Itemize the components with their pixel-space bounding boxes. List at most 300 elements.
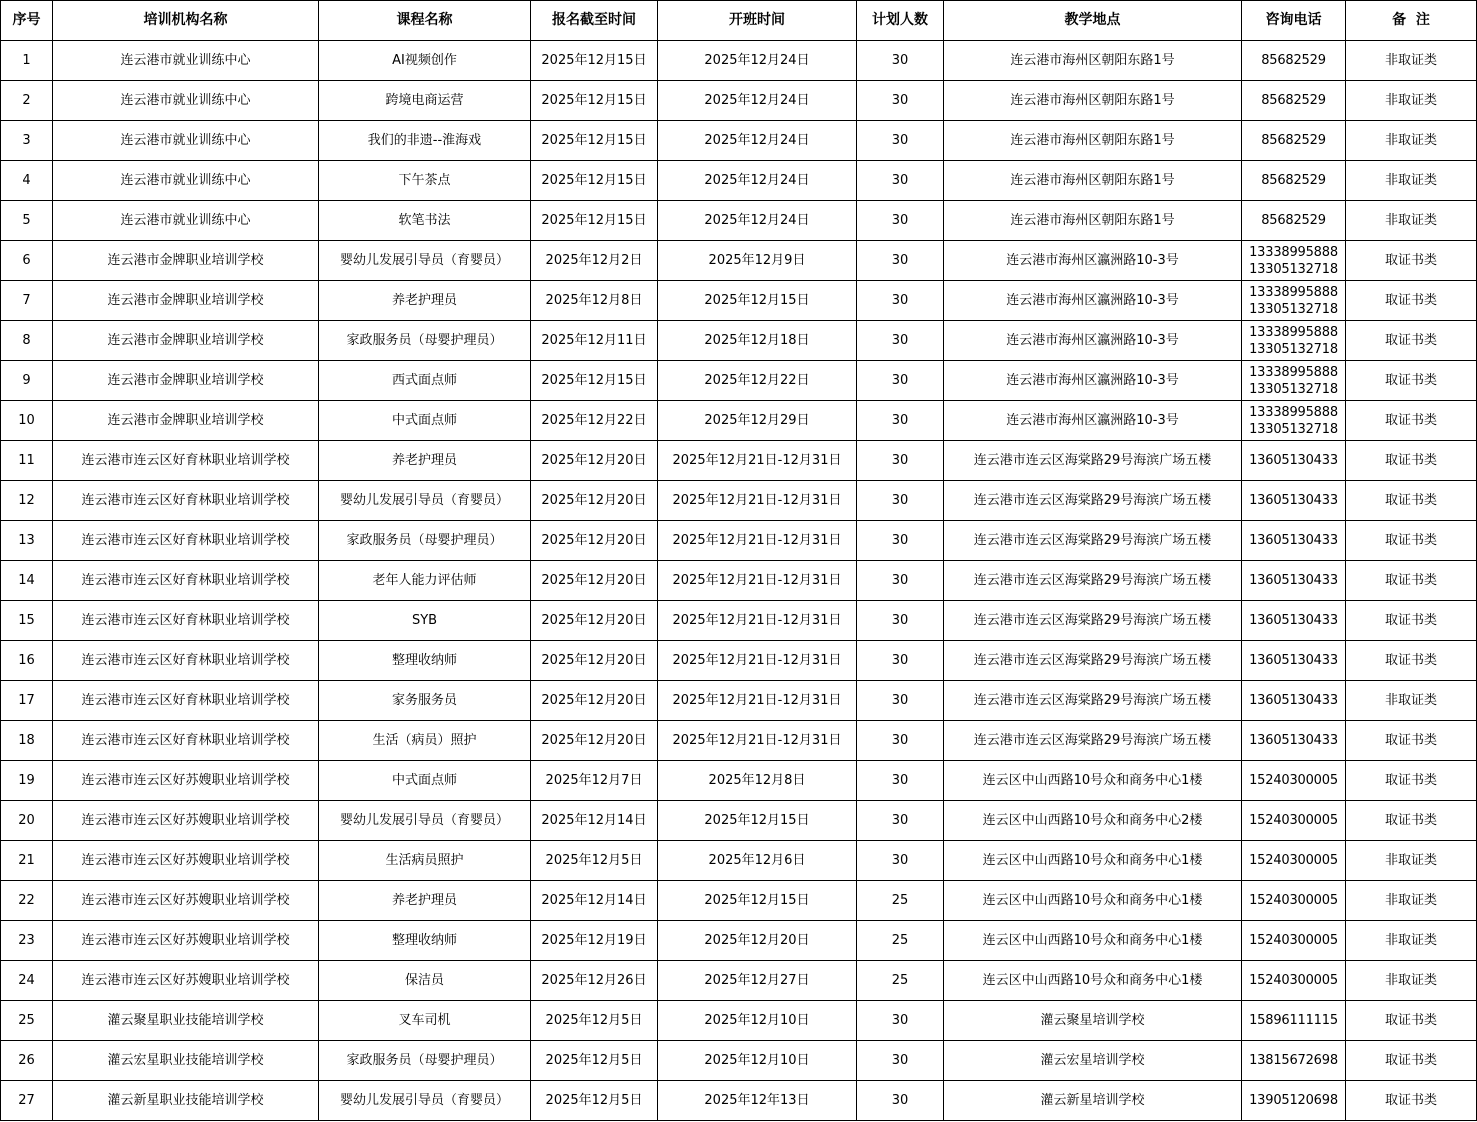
phone-number: 13605130433 — [1249, 733, 1338, 748]
deadline-cell: 2025年12月20日 — [531, 561, 658, 601]
location-cell: 连云港市海州区朝阳东路1号 — [944, 121, 1242, 161]
serial-no-cell: 1 — [1, 41, 53, 81]
institution-cell: 连云港市连云区好苏嫂职业培训学校 — [53, 881, 319, 921]
institution-cell: 灌云聚星职业技能培训学校 — [53, 1001, 319, 1041]
location-cell: 连云区中山西路10号众和商务中心2楼 — [944, 801, 1242, 841]
start-date-cell: 2025年12月21日-12月31日 — [658, 641, 857, 681]
location-cell: 连云港市连云区海棠路29号海滨广场五楼 — [944, 681, 1242, 721]
institution-cell: 连云港市金牌职业培训学校 — [53, 401, 319, 441]
planned-count-cell: 30 — [857, 81, 944, 121]
note-cell: 取证书类 — [1346, 1001, 1477, 1041]
planned-count-cell: 30 — [857, 201, 944, 241]
institution-cell: 连云港市连云区好育林职业培训学校 — [53, 561, 319, 601]
location-cell: 连云港市连云区海棠路29号海滨广场五楼 — [944, 601, 1242, 641]
serial-no-cell: 5 — [1, 201, 53, 241]
institution-cell: 连云港市连云区好苏嫂职业培训学校 — [53, 841, 319, 881]
phone-number: 15240300005 — [1249, 893, 1338, 908]
course-cell: 家政服务员（母婴护理员） — [319, 521, 531, 561]
location-cell: 连云港市海州区瀛洲路10-3号 — [944, 361, 1242, 401]
location-cell: 连云港市海州区朝阳东路1号 — [944, 81, 1242, 121]
phone-cell — [1242, 881, 1346, 921]
location-cell: 灌云宏星培训学校 — [944, 1041, 1242, 1081]
deadline-cell: 2025年12月8日 — [531, 281, 658, 321]
serial-no-cell: 20 — [1, 801, 53, 841]
start-date-cell: 2025年12月10日 — [658, 1041, 857, 1081]
institution-cell: 连云港市金牌职业培训学校 — [53, 281, 319, 321]
location-cell: 连云港市连云区海棠路29号海滨广场五楼 — [944, 481, 1242, 521]
note-cell: 非取证类 — [1346, 201, 1477, 241]
note-cell: 非取证类 — [1346, 881, 1477, 921]
planned-count-cell: 30 — [857, 41, 944, 81]
phone-cell — [1242, 641, 1346, 681]
table-row — [1, 561, 1477, 601]
deadline-cell: 2025年12月15日 — [531, 41, 658, 81]
phone-cell — [1242, 521, 1346, 561]
deadline-cell: 2025年12月14日 — [531, 801, 658, 841]
location-cell: 连云港市海州区朝阳东路1号 — [944, 41, 1242, 81]
serial-no-cell: 19 — [1, 761, 53, 801]
table-row — [1, 801, 1477, 841]
start-date-cell: 2025年12月8日 — [658, 761, 857, 801]
planned-count-cell: 30 — [857, 801, 944, 841]
note-cell: 取证书类 — [1346, 721, 1477, 761]
planned-count-cell: 30 — [857, 241, 944, 281]
phone-cell — [1242, 841, 1346, 881]
start-date-cell: 2025年12月9日 — [658, 241, 857, 281]
note-cell: 取证书类 — [1346, 761, 1477, 801]
start-date-cell: 2025年12月15日 — [658, 281, 857, 321]
serial-no-cell: 6 — [1, 241, 53, 281]
note-cell: 取证书类 — [1346, 321, 1477, 361]
planned-count-cell: 30 — [857, 1001, 944, 1041]
planned-count-cell: 30 — [857, 841, 944, 881]
table-row — [1, 321, 1477, 361]
deadline-cell: 2025年12月14日 — [531, 881, 658, 921]
header-deadline: 报名截至时间 — [531, 1, 658, 41]
phone-number: 13605130433 — [1249, 693, 1338, 708]
start-date-cell: 2025年12月6日 — [658, 841, 857, 881]
deadline-cell: 2025年12月20日 — [531, 481, 658, 521]
note-cell: 非取证类 — [1346, 961, 1477, 1001]
start-date-cell: 2025年12月20日 — [658, 921, 857, 961]
deadline-cell: 2025年12月26日 — [531, 961, 658, 1001]
phone-number: 13338995888 — [1249, 244, 1338, 260]
course-cell: 婴幼儿发展引导员（育婴员） — [319, 801, 531, 841]
phone-number: 15240300005 — [1249, 813, 1338, 828]
phone-number: 13305132718 — [1249, 261, 1338, 277]
location-cell: 连云港市海州区瀛洲路10-3号 — [944, 281, 1242, 321]
table-row — [1, 401, 1477, 441]
note-cell: 非取证类 — [1346, 921, 1477, 961]
start-date-cell: 2025年12月21日-12月31日 — [658, 601, 857, 641]
phone-number: 13338995888 — [1249, 284, 1338, 300]
table-row — [1, 521, 1477, 561]
phone-number: 13305132718 — [1249, 421, 1338, 437]
course-cell: 下午茶点 — [319, 161, 531, 201]
phone-number: 13605130433 — [1249, 493, 1338, 508]
location-cell: 连云区中山西路10号众和商务中心1楼 — [944, 761, 1242, 801]
location-cell: 连云区中山西路10号众和商务中心1楼 — [944, 841, 1242, 881]
location-cell: 连云港市海州区朝阳东路1号 — [944, 201, 1242, 241]
start-date-cell: 2025年12月21日-12月31日 — [658, 481, 857, 521]
phone-number: 13815672698 — [1249, 1053, 1338, 1068]
phone-number: 13605130433 — [1249, 573, 1338, 588]
start-date-cell: 2025年12月24日 — [658, 41, 857, 81]
deadline-cell: 2025年12月5日 — [531, 841, 658, 881]
course-cell: 家务服务员 — [319, 681, 531, 721]
location-cell: 连云港市连云区海棠路29号海滨广场五楼 — [944, 441, 1242, 481]
course-cell: 西式面点师 — [319, 361, 531, 401]
header-phone: 咨询电话 — [1242, 1, 1346, 41]
deadline-cell: 2025年12月11日 — [531, 321, 658, 361]
start-date-cell: 2025年12月21日-12月31日 — [658, 441, 857, 481]
note-cell: 取证书类 — [1346, 241, 1477, 281]
phone-number: 13305132718 — [1249, 301, 1338, 317]
serial-no-cell: 8 — [1, 321, 53, 361]
phone-cell — [1242, 361, 1346, 401]
serial-no-cell: 12 — [1, 481, 53, 521]
deadline-cell: 2025年12月5日 — [531, 1001, 658, 1041]
deadline-cell: 2025年12月20日 — [531, 601, 658, 641]
location-cell: 连云港市海州区瀛洲路10-3号 — [944, 321, 1242, 361]
phone-number: 13338995888 — [1249, 404, 1338, 420]
course-cell: 养老护理员 — [319, 441, 531, 481]
planned-count-cell: 30 — [857, 721, 944, 761]
table-row — [1, 281, 1477, 321]
course-cell: 软笔书法 — [319, 201, 531, 241]
course-cell: SYB — [319, 601, 531, 641]
course-cell: 整理收纳师 — [319, 641, 531, 681]
note-cell: 非取证类 — [1346, 841, 1477, 881]
note-cell: 取证书类 — [1346, 361, 1477, 401]
planned-count-cell: 30 — [857, 601, 944, 641]
start-date-cell: 2025年12月24日 — [658, 81, 857, 121]
header-planned-count: 计划人数 — [857, 1, 944, 41]
location-cell: 连云港市连云区海棠路29号海滨广场五楼 — [944, 561, 1242, 601]
course-cell: 我们的非遗--淮海戏 — [319, 121, 531, 161]
course-cell: 整理收纳师 — [319, 921, 531, 961]
phone-number: 13605130433 — [1249, 453, 1338, 468]
location-cell: 连云区中山西路10号众和商务中心1楼 — [944, 961, 1242, 1001]
phone-cell — [1242, 201, 1346, 241]
start-date-cell: 2025年12月18日 — [658, 321, 857, 361]
location-cell: 连云港市海州区瀛洲路10-3号 — [944, 401, 1242, 441]
institution-cell: 连云港市就业训练中心 — [53, 161, 319, 201]
course-cell: 养老护理员 — [319, 281, 531, 321]
note-cell: 取证书类 — [1346, 521, 1477, 561]
phone-number: 15896111115 — [1249, 1013, 1338, 1028]
course-cell: 保洁员 — [319, 961, 531, 1001]
institution-cell: 连云港市连云区好育林职业培训学校 — [53, 481, 319, 521]
phone-cell — [1242, 1001, 1346, 1041]
course-cell: 婴幼儿发展引导员（育婴员） — [319, 481, 531, 521]
deadline-cell: 2025年12月20日 — [531, 641, 658, 681]
serial-no-cell: 15 — [1, 601, 53, 641]
phone-number: 85682529 — [1261, 93, 1326, 108]
phone-cell — [1242, 81, 1346, 121]
phone-cell — [1242, 561, 1346, 601]
planned-count-cell: 30 — [857, 161, 944, 201]
planned-count-cell: 25 — [857, 881, 944, 921]
deadline-cell: 2025年12月7日 — [531, 761, 658, 801]
phone-cell — [1242, 281, 1346, 321]
serial-no-cell: 3 — [1, 121, 53, 161]
table-row — [1, 681, 1477, 721]
serial-no-cell: 13 — [1, 521, 53, 561]
phone-cell — [1242, 161, 1346, 201]
note-cell: 取证书类 — [1346, 1041, 1477, 1081]
institution-cell: 连云港市金牌职业培训学校 — [53, 241, 319, 281]
phone-cell — [1242, 681, 1346, 721]
institution-cell: 连云港市连云区好育林职业培训学校 — [53, 721, 319, 761]
course-cell: 婴幼儿发展引导员（育婴员） — [319, 241, 531, 281]
institution-cell: 连云港市金牌职业培训学校 — [53, 321, 319, 361]
phone-number: 13338995888 — [1249, 324, 1338, 340]
phone-number: 85682529 — [1261, 53, 1326, 68]
phone-cell — [1242, 761, 1346, 801]
table-row — [1, 761, 1477, 801]
deadline-cell: 2025年12月15日 — [531, 201, 658, 241]
location-cell: 连云区中山西路10号众和商务中心1楼 — [944, 921, 1242, 961]
location-cell: 连云港市海州区瀛洲路10-3号 — [944, 241, 1242, 281]
institution-cell: 连云港市连云区好育林职业培训学校 — [53, 521, 319, 561]
start-date-cell: 2025年12月24日 — [658, 201, 857, 241]
location-cell: 灌云聚星培训学校 — [944, 1001, 1242, 1041]
phone-number: 13605130433 — [1249, 613, 1338, 628]
phone-number: 85682529 — [1261, 133, 1326, 148]
phone-cell — [1242, 961, 1346, 1001]
header-start-date: 开班时间 — [658, 1, 857, 41]
phone-number: 15240300005 — [1249, 973, 1338, 988]
institution-cell: 灌云宏星职业技能培训学校 — [53, 1041, 319, 1081]
course-cell: 叉车司机 — [319, 1001, 531, 1041]
phone-cell — [1242, 601, 1346, 641]
phone-cell — [1242, 401, 1346, 441]
planned-count-cell: 30 — [857, 521, 944, 561]
institution-cell: 连云港市连云区好育林职业培训学校 — [53, 441, 319, 481]
serial-no-cell: 14 — [1, 561, 53, 601]
phone-cell — [1242, 1081, 1346, 1121]
course-cell: AI视频创作 — [319, 41, 531, 81]
deadline-cell: 2025年12月22日 — [531, 401, 658, 441]
deadline-cell: 2025年12月20日 — [531, 681, 658, 721]
institution-cell: 连云港市连云区好苏嫂职业培训学校 — [53, 921, 319, 961]
course-cell: 家政服务员（母婴护理员） — [319, 321, 531, 361]
institution-cell: 连云港市连云区好育林职业培训学校 — [53, 681, 319, 721]
table-body — [1, 41, 1477, 1121]
phone-number: 13305132718 — [1249, 381, 1338, 397]
phone-cell — [1242, 241, 1346, 281]
planned-count-cell: 30 — [857, 681, 944, 721]
deadline-cell: 2025年12月19日 — [531, 921, 658, 961]
planned-count-cell: 30 — [857, 121, 944, 161]
institution-cell: 连云港市连云区好育林职业培训学校 — [53, 641, 319, 681]
note-cell: 取证书类 — [1346, 801, 1477, 841]
note-cell: 取证书类 — [1346, 601, 1477, 641]
deadline-cell: 2025年12月5日 — [531, 1081, 658, 1121]
phone-cell — [1242, 41, 1346, 81]
course-cell: 中式面点师 — [319, 761, 531, 801]
serial-no-cell: 17 — [1, 681, 53, 721]
deadline-cell: 2025年12月15日 — [531, 161, 658, 201]
location-cell: 连云港市连云区海棠路29号海滨广场五楼 — [944, 721, 1242, 761]
planned-count-cell: 30 — [857, 1081, 944, 1121]
note-cell: 取证书类 — [1346, 401, 1477, 441]
start-date-cell: 2025年12月21日-12月31日 — [658, 521, 857, 561]
table-row — [1, 201, 1477, 241]
location-cell: 连云区中山西路10号众和商务中心1楼 — [944, 881, 1242, 921]
serial-no-cell: 27 — [1, 1081, 53, 1121]
phone-cell — [1242, 441, 1346, 481]
deadline-cell: 2025年12月5日 — [531, 1041, 658, 1081]
start-date-cell: 2025年12月24日 — [658, 121, 857, 161]
planned-count-cell: 30 — [857, 1041, 944, 1081]
deadline-cell: 2025年12月20日 — [531, 721, 658, 761]
location-cell: 灌云新星培训学校 — [944, 1081, 1242, 1121]
table-row — [1, 41, 1477, 81]
phone-number: 13605130433 — [1249, 653, 1338, 668]
location-cell: 连云港市连云区海棠路29号海滨广场五楼 — [944, 521, 1242, 561]
planned-count-cell: 30 — [857, 401, 944, 441]
phone-number: 15240300005 — [1249, 853, 1338, 868]
phone-number: 15240300005 — [1249, 773, 1338, 788]
start-date-cell: 2025年12月24日 — [658, 161, 857, 201]
start-date-cell: 2025年12年13日 — [658, 1081, 857, 1121]
header-course: 课程名称 — [319, 1, 531, 41]
header-institution: 培训机构名称 — [53, 1, 319, 41]
table-row — [1, 441, 1477, 481]
deadline-cell: 2025年12月15日 — [531, 361, 658, 401]
serial-no-cell: 24 — [1, 961, 53, 1001]
note-cell: 非取证类 — [1346, 681, 1477, 721]
table-row — [1, 1081, 1477, 1121]
planned-count-cell: 25 — [857, 921, 944, 961]
note-cell: 取证书类 — [1346, 481, 1477, 521]
deadline-cell: 2025年12月20日 — [531, 441, 658, 481]
planned-count-cell: 25 — [857, 961, 944, 1001]
planned-count-cell: 30 — [857, 281, 944, 321]
course-cell: 养老护理员 — [319, 881, 531, 921]
deadline-cell: 2025年12月20日 — [531, 521, 658, 561]
course-cell: 老年人能力评估师 — [319, 561, 531, 601]
table-row — [1, 961, 1477, 1001]
institution-cell: 连云港市金牌职业培训学校 — [53, 361, 319, 401]
planned-count-cell: 30 — [857, 441, 944, 481]
course-cell: 跨境电商运营 — [319, 81, 531, 121]
serial-no-cell: 11 — [1, 441, 53, 481]
phone-cell — [1242, 121, 1346, 161]
header-location: 教学地点 — [944, 1, 1242, 41]
serial-no-cell: 9 — [1, 361, 53, 401]
note-cell: 取证书类 — [1346, 441, 1477, 481]
institution-cell: 连云港市连云区好苏嫂职业培训学校 — [53, 961, 319, 1001]
course-cell: 生活病员照护 — [319, 841, 531, 881]
table-row — [1, 841, 1477, 881]
table-row — [1, 721, 1477, 761]
phone-number: 13305132718 — [1249, 341, 1338, 357]
header-note: 备 注 — [1346, 1, 1477, 41]
institution-cell: 连云港市就业训练中心 — [53, 201, 319, 241]
table-row — [1, 81, 1477, 121]
phone-number: 13338995888 — [1249, 364, 1338, 380]
note-cell: 取证书类 — [1346, 561, 1477, 601]
table-row — [1, 481, 1477, 521]
table-row — [1, 361, 1477, 401]
note-cell: 取证书类 — [1346, 1081, 1477, 1121]
planned-count-cell: 30 — [857, 641, 944, 681]
table-row — [1, 161, 1477, 201]
serial-no-cell: 21 — [1, 841, 53, 881]
phone-cell — [1242, 721, 1346, 761]
note-cell: 非取证类 — [1346, 161, 1477, 201]
location-cell: 连云港市连云区海棠路29号海滨广场五楼 — [944, 641, 1242, 681]
deadline-cell: 2025年12月2日 — [531, 241, 658, 281]
deadline-cell: 2025年12月15日 — [531, 121, 658, 161]
serial-no-cell: 7 — [1, 281, 53, 321]
start-date-cell: 2025年12月15日 — [658, 801, 857, 841]
note-cell: 非取证类 — [1346, 41, 1477, 81]
phone-cell — [1242, 1041, 1346, 1081]
start-date-cell: 2025年12月29日 — [658, 401, 857, 441]
note-cell: 非取证类 — [1346, 121, 1477, 161]
phone-number: 13605130433 — [1249, 533, 1338, 548]
planned-count-cell: 30 — [857, 321, 944, 361]
serial-no-cell: 23 — [1, 921, 53, 961]
serial-no-cell: 16 — [1, 641, 53, 681]
course-cell: 中式面点师 — [319, 401, 531, 441]
header-row — [1, 1, 1477, 41]
serial-no-cell: 25 — [1, 1001, 53, 1041]
institution-cell: 连云港市连云区好育林职业培训学校 — [53, 601, 319, 641]
phone-cell — [1242, 801, 1346, 841]
phone-number: 85682529 — [1261, 213, 1326, 228]
start-date-cell: 2025年12月21日-12月31日 — [658, 681, 857, 721]
phone-number: 13905120698 — [1249, 1093, 1338, 1108]
serial-no-cell: 10 — [1, 401, 53, 441]
table-row — [1, 121, 1477, 161]
phone-cell — [1242, 921, 1346, 961]
start-date-cell: 2025年12月10日 — [658, 1001, 857, 1041]
deadline-cell: 2025年12月15日 — [531, 81, 658, 121]
institution-cell: 连云港市就业训练中心 — [53, 41, 319, 81]
phone-cell — [1242, 481, 1346, 521]
serial-no-cell: 22 — [1, 881, 53, 921]
planned-count-cell: 30 — [857, 361, 944, 401]
institution-cell: 连云港市就业训练中心 — [53, 121, 319, 161]
phone-number: 85682529 — [1261, 173, 1326, 188]
phone-number: 15240300005 — [1249, 933, 1338, 948]
institution-cell: 连云港市连云区好苏嫂职业培训学校 — [53, 801, 319, 841]
table-row — [1, 921, 1477, 961]
start-date-cell: 2025年12月21日-12月31日 — [658, 721, 857, 761]
serial-no-cell: 18 — [1, 721, 53, 761]
header-serial-no: 序号 — [1, 1, 53, 41]
planned-count-cell: 30 — [857, 761, 944, 801]
table-row — [1, 241, 1477, 281]
table-row — [1, 1041, 1477, 1081]
table-row — [1, 641, 1477, 681]
serial-no-cell: 2 — [1, 81, 53, 121]
planned-count-cell: 30 — [857, 561, 944, 601]
start-date-cell: 2025年12月27日 — [658, 961, 857, 1001]
institution-cell: 连云港市连云区好苏嫂职业培训学校 — [53, 761, 319, 801]
table-row — [1, 1001, 1477, 1041]
planned-count-cell: 30 — [857, 481, 944, 521]
course-cell: 家政服务员（母婴护理员） — [319, 1041, 531, 1081]
phone-cell — [1242, 321, 1346, 361]
course-cell: 生活（病员）照护 — [319, 721, 531, 761]
note-cell: 取证书类 — [1346, 281, 1477, 321]
